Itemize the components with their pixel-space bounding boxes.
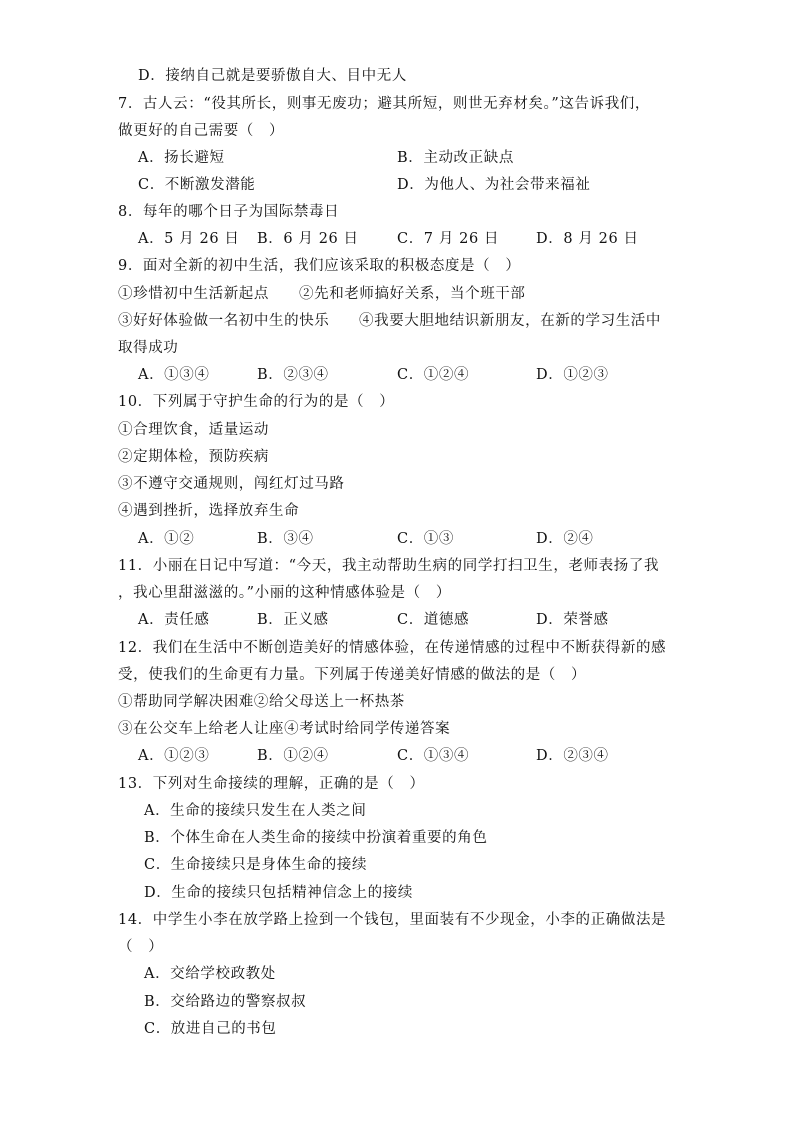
q12-option-b: B．①②④ xyxy=(257,748,329,764)
q7-option-c: C．不断激发潜能 xyxy=(138,177,256,193)
q9-option-a: A．①③④ xyxy=(138,367,210,383)
q7-option-d: D．为他人、为社会带来福祉 xyxy=(397,177,591,193)
q10-stem: 10．下列属于守护生命的行为的是（ ） xyxy=(118,394,395,410)
q9-item-2: ②先和老师搞好关系，当个班干部 xyxy=(299,286,526,302)
q8-option-b: B．6 月 26 日 xyxy=(257,231,359,247)
q11-option-c: C．道德感 xyxy=(397,612,470,628)
q8-option-c: C．7 月 26 日 xyxy=(397,231,500,247)
q7-option-b: B．主动改正缺点 xyxy=(397,150,514,166)
q9-option-d: D．①②③ xyxy=(536,367,609,383)
q11-option-d: D．荣誉感 xyxy=(536,612,609,628)
q10-option-d: D．②④ xyxy=(536,531,594,547)
q14-option-c: C．放进自己的书包 xyxy=(144,1021,277,1037)
q10-option-a: A．①② xyxy=(138,531,195,547)
q10-item-4: ④遇到挫折，选择放弃生命 xyxy=(118,503,300,519)
q12-items: ①帮助同学解决困难②给父母送上一杯热茶 xyxy=(118,694,405,710)
q14-option-a: A．交给学校政教处 xyxy=(144,966,276,982)
q7-stem: 7．古人云：“役其所长，则事无废功；避其所短，则世无弃材矣。”这告诉我们， xyxy=(118,96,650,112)
q12-option-d: D．②③④ xyxy=(536,748,609,764)
q13-option-a: A．生命的接续只发生在人类之间 xyxy=(144,803,367,819)
q9-option-c: C．①②④ xyxy=(397,367,470,383)
q10-item-3: ③不遵守交通规则，闯红灯过马路 xyxy=(118,476,345,492)
q13-option-b: B．个体生命在人类生命的接续中扮演着重要的角色 xyxy=(144,830,488,846)
q14-stem-cont: （ ） xyxy=(118,939,164,955)
q9-option-b: B．②③④ xyxy=(257,367,329,383)
q11-stem-cont: ，我心里甜滋滋的。”小丽的这种情感体验是（ ） xyxy=(118,585,451,601)
q10-item-1: ①合理饮食，适量运动 xyxy=(118,422,269,438)
q13-option-d: D．生命的接续只包括精神信念上的接续 xyxy=(144,885,413,901)
q12-stem-cont: 受，使我们的生命更有力量。下列属于传递美好情感的做法的是（ ） xyxy=(118,667,587,683)
q7-stem-cont: 做更好的自己需要（ ） xyxy=(118,123,285,139)
q13-option-c: C．生命接续只是身体生命的接续 xyxy=(144,857,368,873)
q12-items-cont: ③在公交车上给老人让座④考试时给同学传递答案 xyxy=(118,721,451,737)
q10-option-b: B．③④ xyxy=(257,531,314,547)
q9-item-1: ①珍惜初中生活新起点 xyxy=(118,286,269,302)
q8-option-d: D．8 月 26 日 xyxy=(536,231,639,247)
q12-option-c: C．①③④ xyxy=(397,748,470,764)
q9-item-3: ③好好体验做一名初中生的快乐 xyxy=(118,313,330,329)
q10-option-c: C．①③ xyxy=(397,531,454,547)
q9-item-4: ④我要大胆地结识新朋友，在新的学习生活中 xyxy=(359,313,661,329)
q8-option-a: A．5 月 26 日 xyxy=(138,231,240,247)
q10-item-2: ②定期体检，预防疾病 xyxy=(118,449,269,465)
q11-stem: 11．小丽在日记中写道：“今天，我主动帮助生病的同学打扫卫生，老师表扬了我 xyxy=(118,558,660,574)
q12-option-a: A．①②③ xyxy=(138,748,210,764)
q13-stem: 13．下列对生命接续的理解，正确的是（ ） xyxy=(118,776,425,792)
q7-option-a: A．扬长避短 xyxy=(138,150,225,166)
q9-item-4-cont: 取得成功 xyxy=(118,340,179,356)
q12-stem: 12．我们在生活中不断创造美好的情感体验，在传递情感的过程中不断获得新的感 xyxy=(118,640,667,656)
q14-stem: 14．中学生小李在放学路上捡到一个钱包，里面装有不少现金，小李的正确做法是 xyxy=(118,912,667,928)
q11-option-b: B．正义感 xyxy=(257,612,329,628)
q11-option-a: A．责任感 xyxy=(138,612,210,628)
q6-option-d: D．接纳自己就是要骄傲自大、目中无人 xyxy=(138,68,407,84)
q9-stem: 9．面对全新的初中生活，我们应该采取的积极态度是（ ） xyxy=(118,258,521,274)
q14-option-b: B．交给路边的警察叔叔 xyxy=(144,994,307,1010)
q8-stem: 8．每年的哪个日子为国际禁毒日 xyxy=(118,204,340,220)
